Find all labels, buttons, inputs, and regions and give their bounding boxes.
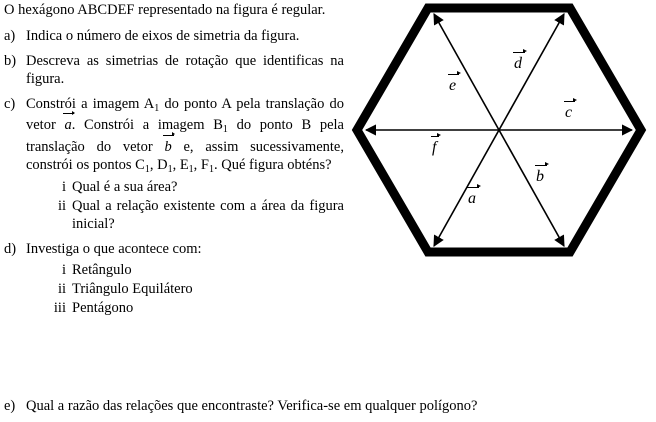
item-d-subitem-i: [40, 261, 344, 279]
item-c-part-8: , F: [193, 156, 209, 173]
item-c-part-5: e, assim sucessivamente, constrói os pontos C: [26, 138, 344, 173]
exercise-item-d: [4, 240, 344, 317]
vector-label-f: f: [432, 139, 437, 156]
vector-label-a: a: [468, 190, 476, 207]
item-d-subitem-ii: [40, 280, 344, 298]
vector-b-inline: b: [164, 138, 172, 155]
subitem-marker-c-i: i: [61, 179, 66, 196]
item-marker-c: c): [4, 96, 16, 113]
item-text-e: Qual a razão das relações que encontraste? Verifica-se em qualquer polígono?: [26, 398, 478, 414]
item-c-sub-1: 1: [154, 102, 160, 114]
exercise-item-b: [4, 52, 344, 88]
item-marker-d: d): [4, 241, 17, 258]
item-c-subitems: [40, 178, 344, 233]
item-c-part-7: , E: [172, 156, 189, 173]
item-c-part-3: . Constrói a imagem B: [71, 117, 223, 134]
exercise-item-e: [4, 398, 644, 415]
subitem-text-c-ii: Qual a relação existente com a área da figura inicial?: [72, 198, 344, 233]
exercise-item-c: [4, 95, 344, 233]
item-c-subitem-ii: [40, 197, 344, 233]
item-marker-b: b): [4, 52, 17, 69]
hexagon-figure: [348, 0, 654, 262]
exercise-item-a: [4, 27, 344, 45]
item-c-subitem-i: [40, 178, 344, 196]
hexagon-svg: [348, 0, 654, 262]
vector-label-b: b: [536, 168, 544, 185]
item-text-a: Indica o número de eixos de simetria da figura.: [26, 27, 300, 44]
subitem-text-c-i: Qual é a sua área?: [72, 179, 178, 196]
item-c-sub-4: 1: [167, 163, 173, 175]
vector-label-c: c: [565, 104, 573, 121]
subitem-marker-d-ii: ii: [57, 280, 66, 297]
item-text-b: Descreva as simetrias de rotação que identificas na figura.: [26, 52, 344, 87]
subitem-marker-c-ii: ii: [57, 198, 66, 215]
intro-paragraph: O hexágono ABCDEF representado na figura é regular.: [4, 2, 326, 18]
subitem-text-d-iii: Pentágono: [72, 299, 134, 316]
item-c-part-9: . Qué figura obténs?: [214, 156, 332, 173]
subitem-text-d-ii: Triângulo Equilátero: [72, 280, 193, 297]
item-c-part-6: , D: [149, 156, 168, 173]
item-text-c: [26, 95, 344, 233]
item-d-lead: Investiga o que acontece com:: [26, 241, 202, 258]
item-c-part-4: do ponto B pela translação do vetor: [26, 117, 344, 155]
item-marker-e: e): [4, 398, 16, 414]
subitem-marker-d-i: i: [61, 261, 66, 278]
item-c-sub-2: 1: [222, 124, 228, 136]
subitem-marker-d-iii: iii: [53, 299, 66, 316]
vector-label-d: d: [514, 55, 522, 72]
item-d-subitem-iii: [40, 299, 344, 317]
item-c-part-2: do ponto A pela translação do vetor: [26, 96, 344, 134]
subitem-text-d-i: Retângulo: [72, 261, 132, 278]
item-d-subitems: [40, 261, 344, 317]
item-text-d: [26, 240, 344, 317]
item-c-sub-3: 1: [144, 163, 150, 175]
item-c-part-1: Constrói a imagem A: [26, 96, 155, 113]
item-c-sub-6: 1: [209, 163, 214, 175]
vector-a-inline: a: [64, 117, 72, 134]
item-c-sub-5: 1: [188, 163, 194, 175]
vector-label-e: e: [449, 77, 457, 94]
exercise-text-column: [4, 2, 344, 317]
item-marker-a: a): [4, 27, 16, 44]
